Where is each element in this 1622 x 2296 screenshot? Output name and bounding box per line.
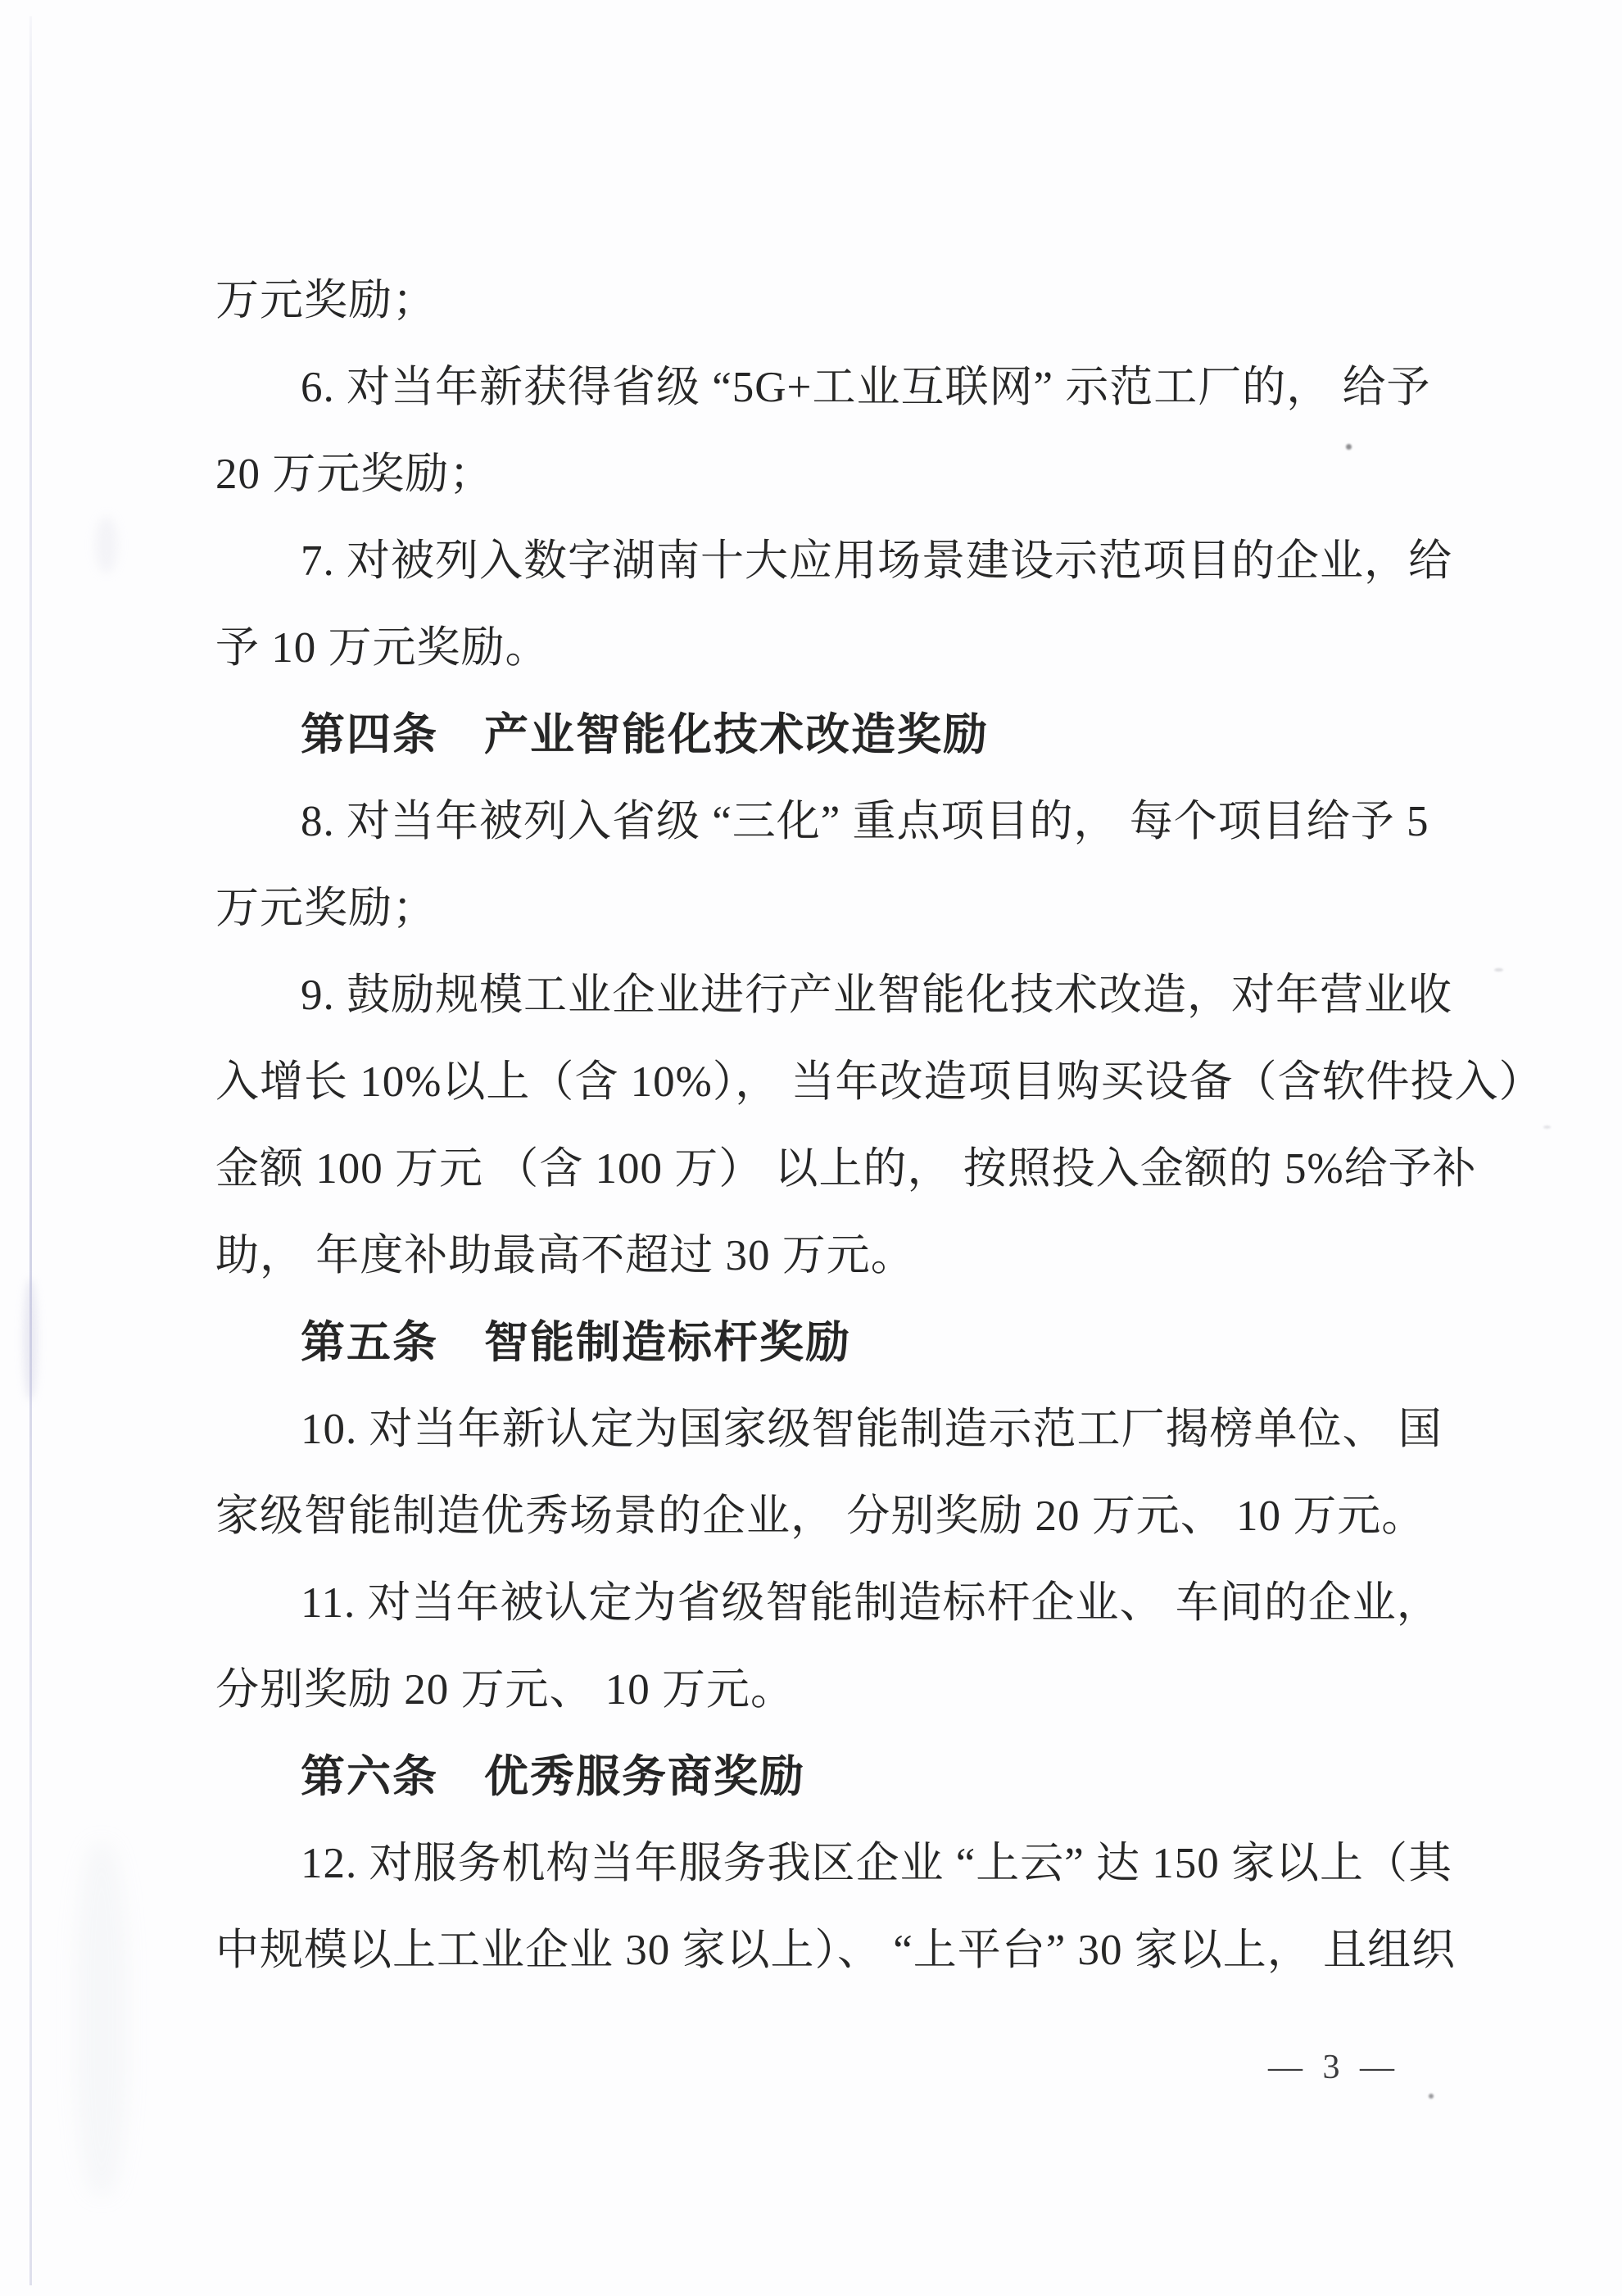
text-line: 11. 对当年被认定为省级智能制造标杆企业、 车间的企业，	[301, 1579, 1441, 1627]
text-line: 万元奖励；	[215, 885, 437, 932]
text-line: 家级智能制造优秀场景的企业， 分别奖励 20 万元、 10 万元。	[215, 1492, 1426, 1540]
text-line: 予 10 万元奖励。	[215, 624, 550, 672]
scan-artifact-smudge	[23, 1278, 38, 1401]
text-line: 8. 对当年被列入省级 “三化” 重点项目的， 每个项目给予 5	[301, 798, 1429, 845]
page-number: — 3 —	[1268, 2049, 1400, 2086]
text-line: 分别奖励 20 万元、 10 万元。	[215, 1666, 795, 1714]
text-line: 助， 年度补助最高不超过 30 万元。	[215, 1232, 915, 1279]
section-heading: 第五条 智能制造标杆奖励	[301, 1318, 851, 1367]
text-line: 20 万元奖励；	[215, 451, 494, 498]
section-heading: 第六条 优秀服务商奖励	[301, 1752, 805, 1801]
text-line: 6. 对当年新获得省级 “5G+工业互联网” 示范工厂的， 给予	[301, 364, 1431, 411]
text-line: 9. 鼓励规模工业企业进行产业智能化技术改造，对年营业收	[301, 971, 1452, 1019]
scan-artifact-smudge	[75, 1843, 128, 2195]
text-line: 10. 对当年新认定为国家级智能制造示范工厂揭榜单位、 国	[301, 1406, 1443, 1453]
text-line: 中规模以上工业企业 30 家以上）、 “上平台” 30 家以上， 且组织	[215, 1927, 1457, 1974]
scan-artifact-speck	[1543, 1125, 1551, 1129]
text-line: 12. 对服务机构当年服务我区企业 “上云” 达 150 家以上（其	[301, 1840, 1453, 1887]
text-line: 金额 100 万元 （含 100 万） 以上的， 按照投入金额的 5%给予补	[215, 1145, 1477, 1193]
scan-artifact-smudge	[95, 516, 118, 573]
scan-artifact-speck	[1494, 968, 1503, 971]
scan-artifact-vertical-line	[29, 16, 32, 2285]
scan-artifact-dot	[1429, 2094, 1434, 2099]
text-line: 入增长 10%以上（含 10%）， 当年改造项目购买设备（含软件投入）	[215, 1058, 1543, 1106]
text-line: 万元奖励；	[215, 277, 437, 324]
section-heading: 第四条 产业智能化技术改造奖励	[301, 710, 989, 759]
document-lines	[215, 257, 1543, 1994]
text-line: 7. 对被列入数字湖南十大应用场景建设示范项目的企业，给	[301, 537, 1452, 585]
